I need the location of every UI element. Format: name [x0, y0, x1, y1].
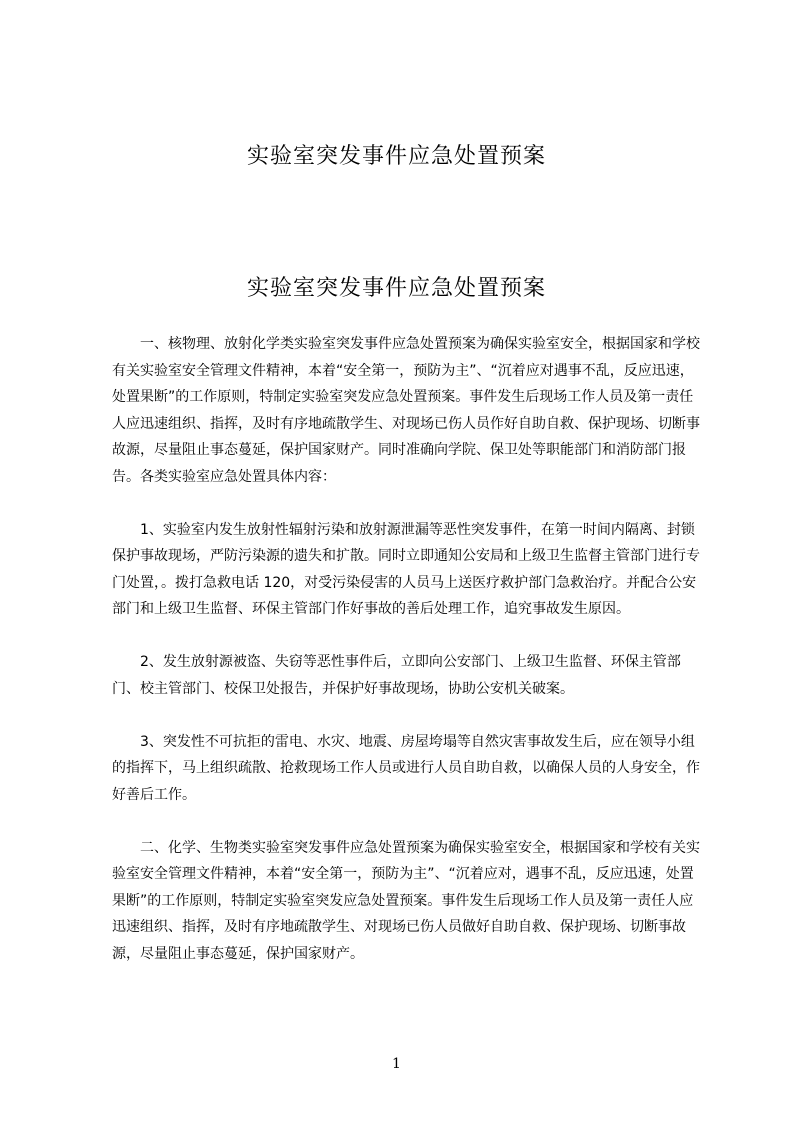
paragraph-chemical-biological-plan: 二、化学、生物类实验室突发事件应急处置预案为确保实验室安全，根据国家和学校有关实验室安全管理文件精神，本着“安全第一，预防为主”、“沉着应对，遇事不乱，反应迅速，处置果断”的工作原则，特制定实验室突发应急处置预案。事件发生后现场工作人员及第一责任人应迅速组织、指挥，及时有序地疏散学生、对现场已伤人员做好自助自救、保护现场、切断事故源，尽量阻止事态蔓延，保护国家财产。: [112, 839, 700, 962]
section-heading: 实验室突发事件应急处置预案: [246, 276, 546, 301]
page-title: 实验室突发事件应急处置预案: [246, 144, 546, 169]
paragraph-radiation-leak: 1、实验室内发生放射性辐射污染和放射源泄漏等恶性突发事件，在第一时间内隔离、封锁保护事故现场，严防污染源的遗失和扩散。同时立即通知公安局和上级卫生监督主管部门进行专门处置，。拨打急救电话 120，对受污染侵害的人员马上送医疗救护部门急救治疗。并配合公安部门和上级卫生监督、环保主管部门作好事故的善后处理工作，追究事故发生原因。: [112, 521, 700, 617]
paragraph-nuclear-radiochemistry-plan: 一、核物理、放射化学类实验室突发事件应急处置预案为确保实验室安全，根据国家和学校有关实验室安全管理文件精神，本着“安全第一，预防为主”、“沉着应对遇事不乱，反应迅速，处置果断”的工作原则，特制定实验室突发应急处置预案。事件发生后现场工作人员及第一责任人应迅速组织、指挥，及时有序地疏散学生、对现场已伤人员作好自助自救、保护现场、切断事故源，尽量阻止事态蔓延，保护国家财产。同时准确向学院、保卫处等职能部门和消防部门报告。各类实验室应急处置具体内容：: [112, 336, 700, 485]
paragraph-natural-disaster: 3、突发性不可抗拒的雷电、水灾、地震、房屋垮塌等自然灾害事故发生后，应在领导小组的指挥下，马上组织疏散、抢救现场工作人员或进行人员自助自救，以确保人员的人身安全，作好善后工作。: [112, 733, 700, 803]
paragraph-source-theft: 2、发生放射源被盗、失窃等恶性事件后，立即向公安部门、上级卫生监督、环保主管部门、校主管部门、校保卫处报告，并保护好事故现场，协助公安机关破案。: [112, 654, 681, 697]
page-number: 1: [392, 1056, 401, 1072]
document-body: [112, 331, 702, 967]
